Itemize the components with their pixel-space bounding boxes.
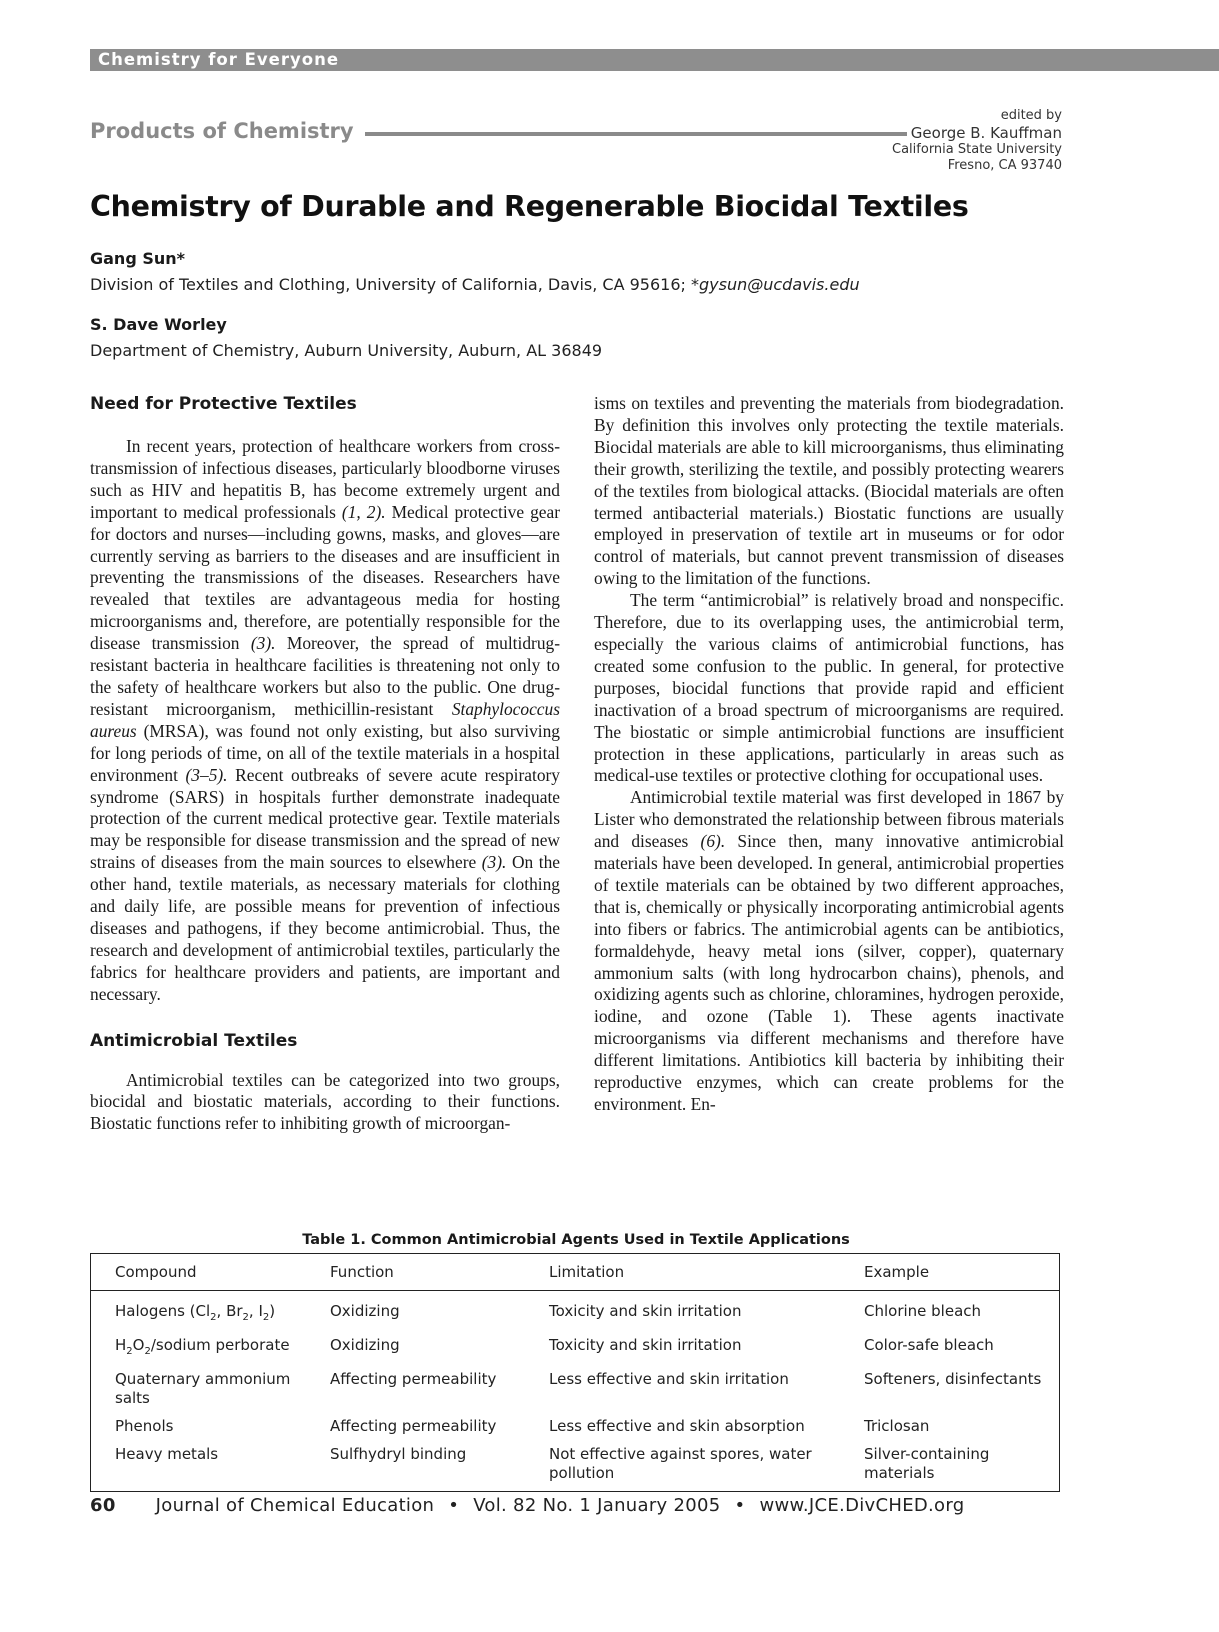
text-run: Halogens (Cl xyxy=(115,1302,211,1320)
subscript: 2 xyxy=(144,1346,151,1357)
cell-compound xyxy=(91,1441,331,1492)
table-row xyxy=(91,1413,1060,1441)
section-rule xyxy=(365,132,907,136)
editor-location: Fresno, CA 93740 xyxy=(947,158,1062,173)
italic-text: (3). xyxy=(481,852,507,873)
column-header: Compound xyxy=(91,1254,331,1291)
subscript: 2 xyxy=(126,1346,133,1357)
author-email[interactable]: *gysun@ucdavis.edu xyxy=(691,275,860,294)
table-row xyxy=(91,1332,1060,1366)
subscript: 2 xyxy=(210,1312,217,1323)
table-header-row xyxy=(91,1254,1060,1291)
cell-limitation: Toxicity and skin irritation xyxy=(549,1336,742,1354)
italic-text: (6). xyxy=(700,831,726,852)
text-run: H xyxy=(115,1336,127,1354)
cell-example: Silver-containing materials xyxy=(864,1445,990,1482)
section-title: Products of Chemistry xyxy=(90,119,354,143)
text-run: /sodium perborate xyxy=(150,1336,290,1354)
cell-example: Color-safe bleach xyxy=(864,1336,994,1354)
italic-text: Staphylococcus aureus xyxy=(90,698,560,741)
text-run: ) xyxy=(269,1302,276,1320)
left-column xyxy=(90,393,560,1135)
editor-name: George B. Kauffman xyxy=(910,124,1062,142)
text-run: Moreover, the spread of multidrug-resistant bacteria in healthcare facilities is threatening not only to the safety of healthcare workers but also to the public. One drug-resistant microorganism, methicillin-resistant xyxy=(90,633,560,719)
cell-example: Softeners, disinfectants xyxy=(864,1370,1042,1388)
text-run: On the other hand, textile materials, as necessary materials for clothing and daily life, are possible means for prevention of infectious diseases and pathogens, if they become antimicrobial. Thus, the research and development of antimicrobial textiles, particularly the fabrics for healthcare providers and patients, are important and necessary. xyxy=(90,852,560,1004)
cell-function: Oxidizing xyxy=(330,1302,400,1320)
paragraph xyxy=(594,590,1064,787)
text-run: In recent years, protection of healthcare workers from cross-transmission of infectious diseases, particularly bloodborne viruses such as HIV and hepatitis B, has become extremely urgent and important to medical professionals xyxy=(90,436,560,522)
cell-compound xyxy=(91,1366,331,1413)
text-run: The term “antimicrobial” is relatively broad and nonspecific. Therefore, due to its overlapping uses, the antimicrobial term, especially the various claims of antimicrobial functions, has created some confusion to the public. In general, for protective purposes, biocidal functions that provide rapid and efficient inactivation of a broad spectrum of microorganisms are required. The biostatic or simple antimicrobial functions are insufficient protection in these applications, particularly in areas such as medical-use textiles or protective clothing for occupational uses. xyxy=(594,590,1064,786)
separator: • xyxy=(734,1495,746,1516)
paragraph xyxy=(594,393,1064,590)
cell-limitation: Not effective against spores, water pollution xyxy=(549,1445,812,1482)
cell-limitation: Less effective and skin absorption xyxy=(549,1417,805,1435)
text-run: , I xyxy=(248,1302,263,1320)
text-run: Antimicrobial textile material was first developed in 1867 by Lister who demonstrated the relationship between fibrous materials and diseases xyxy=(594,787,1064,852)
text-run: Medical protective gear for doctors and nurses—including gowns, masks, and gloves—are currently serving as barriers to the diseases and are insufficient in preventing the transmissions of the diseases. Researchers have revealed that textiles are advantageous media for hosting microorganisms and, therefore, are potentially responsible for the disease transmission xyxy=(90,501,560,654)
text-run: isms on textiles and preventing the materials from biodegradation. By definition this involves only protecting the textile materials. Biocidal materials are able to kill microorganisms, thus eliminating their growth, sterilizing the textile, and possibly protecting wearers of the textiles from biological attacks. (Biocidal materials are often termed antibacterial materials.) Biostatic functions are usually employed in preservation of textile art in museums or for odor control of materials, but cannot prevent transmission of diseases owing to the limitation of the functions. xyxy=(594,393,1064,589)
subscript: 2 xyxy=(262,1312,270,1323)
right-column xyxy=(594,393,1064,1116)
affiliation-text: Division of Textiles and Clothing, University of California, Davis, CA 95616; xyxy=(90,275,691,294)
text-run: , Br xyxy=(216,1302,243,1320)
cell-function: Oxidizing xyxy=(330,1336,400,1354)
table-row xyxy=(91,1291,1060,1333)
journal-name: Journal of Chemical Education xyxy=(155,1495,435,1516)
text-run: O xyxy=(132,1336,145,1354)
text-run: (MRSA), was found not only existing, but also surviving for long periods of time, on all of the textile materials in a hospital environment xyxy=(90,720,560,785)
article-title: Chemistry of Durable and Regenerable Biocidal Textiles xyxy=(90,190,969,223)
antimicrobial-agents-table xyxy=(90,1253,1060,1492)
column-header: Function xyxy=(330,1254,549,1291)
editor-institution: California State University xyxy=(892,142,1062,157)
series-banner xyxy=(90,49,1219,71)
series-title: Chemistry for Everyone xyxy=(98,50,340,69)
italic-text: (1, 2). xyxy=(341,501,386,522)
cell-limitation: Toxicity and skin irritation xyxy=(549,1302,742,1320)
author-name: S. Dave Worley xyxy=(90,315,227,334)
paragraph xyxy=(90,436,560,1006)
author-affiliation: Department of Chemistry, Auburn University, Auburn, AL 36849 xyxy=(90,341,603,360)
cell-compound xyxy=(91,1291,331,1333)
paragraph xyxy=(594,787,1064,1116)
text-run: Recent outbreaks of severe acute respiratory syndrome (SARS) in hospitals further demonstrate inadequate protection of the current medical protective gear. Textile materials may be responsible for disease transmission and the spread of new strains of diseases from the main sources to elsewhere xyxy=(90,764,561,873)
cell-example: Chlorine bleach xyxy=(864,1302,982,1320)
italic-text: (3). xyxy=(250,633,276,654)
column-header: Example xyxy=(864,1254,1060,1291)
paragraph xyxy=(90,1070,560,1136)
section-heading: Antimicrobial Textiles xyxy=(90,1030,298,1051)
cell-compound xyxy=(91,1413,331,1441)
text-run: Heavy metals xyxy=(115,1445,219,1463)
journal-url[interactable]: www.JCE.DivCHED.org xyxy=(759,1495,965,1516)
editor-block xyxy=(892,108,1062,174)
text-run: Since then, many innovative antimicrobial materials have been developed. In general, antimicrobial properties of textile materials can be obtained by two different approaches, that is, chemically or physically incorporating antimicrobial agents into fibers or fabrics. The antimicrobial agents can be antibiotics, formaldehyde, heavy metal ions (silver, copper), quaternary ammonium salts (with long hydrocarbon chains), phenols, and oxidizing agents such as chlorine, chloramines, hydrogen peroxide, iodine, and ozone (Table 1). These agents inactivate microorganisms via different mechanisms and therefore have different limitations. Antibiotics kill bacteria by inhibiting their reproductive enzymes, which can create problems for the environment. En- xyxy=(594,831,1064,1114)
cell-function: Affecting permeability xyxy=(330,1417,497,1435)
issue-info: Vol. 82 No. 1 January 2005 xyxy=(473,1495,721,1516)
page-number: 60 xyxy=(90,1495,116,1516)
text-run: Quaternary ammonium salts xyxy=(115,1370,291,1407)
table-row xyxy=(91,1441,1060,1492)
cell-function: Affecting permeability xyxy=(330,1370,497,1388)
cell-function: Sulfhydryl binding xyxy=(330,1445,467,1463)
cell-limitation: Less effective and skin irritation xyxy=(549,1370,789,1388)
cell-compound xyxy=(91,1332,331,1366)
author-affiliation xyxy=(90,275,860,294)
text-run: Phenols xyxy=(115,1417,174,1435)
table-row xyxy=(91,1366,1060,1413)
subscript: 2 xyxy=(242,1312,249,1323)
italic-text: (3–5). xyxy=(185,764,228,785)
text-run: Antimicrobial textiles can be categorized into two groups, biocidal and biostatic materials, according to their functions. Biostatic functions refer to inhibiting growth of microorgan- xyxy=(90,1069,560,1134)
table-caption: Table 1. Common Antimicrobial Agents Used in Textile Applications xyxy=(302,1232,850,1248)
author-name: Gang Sun* xyxy=(90,249,186,268)
edited-by-label: edited by xyxy=(1000,108,1062,123)
cell-example: Triclosan xyxy=(864,1417,930,1435)
page-footer xyxy=(90,1495,964,1516)
separator: • xyxy=(448,1495,460,1516)
column-header: Limitation xyxy=(549,1254,864,1291)
section-heading: Need for Protective Textiles xyxy=(90,394,357,414)
